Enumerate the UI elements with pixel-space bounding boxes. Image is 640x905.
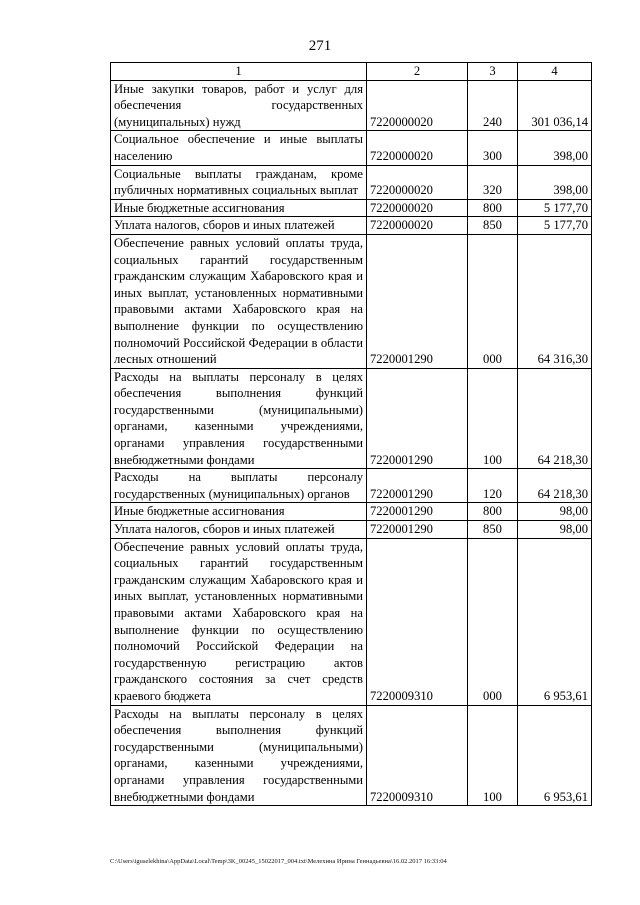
row-name-cell: Уплата налогов, сборов и иных платежей <box>111 217 367 235</box>
table-row <box>111 131 592 165</box>
row-name-cell: Социальные выплаты гражданам, кроме публичных нормативных социальных выплат <box>111 165 367 199</box>
table-row <box>111 705 592 806</box>
table-header-row <box>111 63 592 81</box>
row-expense-type-cell: 850 <box>468 217 518 235</box>
row-expense-type-cell: 000 <box>468 538 518 705</box>
table-row <box>111 503 592 521</box>
table-row <box>111 234 592 368</box>
column-header-code: 2 <box>367 63 468 81</box>
row-sum-cell: 5 177,70 <box>518 217 592 235</box>
row-name-cell: Иные бюджетные ассигнования <box>111 199 367 217</box>
row-expense-type-cell: 850 <box>468 521 518 539</box>
column-header-vr: 3 <box>468 63 518 81</box>
row-expense-type-cell: 800 <box>468 503 518 521</box>
table-row <box>111 368 592 469</box>
row-name-cell: Иные закупки товаров, работ и услуг для обеспечения государственных (муниципальных) нужд <box>111 80 367 131</box>
row-name-cell: Обеспечение равных условий оплаты труда, социальных гарантий государственным гражданским служащим Хабаровского края и иных выплат, установленных нормативными правовыми актами Хабаровского края на выполнение функции по осуществлению полномочий Российской Федерации на государственную регистрацию актов гражданского состояния за счет средств краевого бюджета <box>111 538 367 705</box>
row-sum-cell: 64 218,30 <box>518 368 592 469</box>
row-expense-type-cell: 100 <box>468 705 518 806</box>
row-code-cell: 7220009310 <box>367 538 468 705</box>
table-row <box>111 538 592 705</box>
table-row <box>111 80 592 131</box>
row-sum-cell: 64 316,30 <box>518 234 592 368</box>
row-sum-cell: 98,00 <box>518 521 592 539</box>
column-header-name: 1 <box>111 63 367 81</box>
row-code-cell: 7220001290 <box>367 469 468 503</box>
row-code-cell: 7220001290 <box>367 503 468 521</box>
row-name-cell: Иные бюджетные ассигнования <box>111 503 367 521</box>
file-path-footer: C:\Users\iguselekhina\AppData\Local\Temp\3K_00245_15022017_004.txt\Мелехина Ирина Геннадьевна\16.02.2017 16:33:04 <box>110 858 447 865</box>
row-expense-type-cell: 240 <box>468 80 518 131</box>
row-name-cell: Расходы на выплаты персоналу в целях обеспечения выполнения функций государственными (муниципальными) органами, казенными учреждениями, органами управления государственными внебюджетными фондами <box>111 705 367 806</box>
row-sum-cell: 6 953,61 <box>518 705 592 806</box>
table-row <box>111 199 592 217</box>
row-name-cell: Социальное обеспечение и иные выплаты населению <box>111 131 367 165</box>
row-expense-type-cell: 000 <box>468 234 518 368</box>
page-number: 271 <box>308 38 332 54</box>
row-expense-type-cell: 300 <box>468 131 518 165</box>
row-name-cell: Расходы на выплаты персоналу государственных (муниципальных) органов <box>111 469 367 503</box>
row-code-cell: 7220000020 <box>367 199 468 217</box>
row-expense-type-cell: 120 <box>468 469 518 503</box>
column-header-sum: 4 <box>518 63 592 81</box>
table-row <box>111 521 592 539</box>
row-name-cell: Уплата налогов, сборов и иных платежей <box>111 521 367 539</box>
row-sum-cell: 98,00 <box>518 503 592 521</box>
row-code-cell: 7220001290 <box>367 521 468 539</box>
row-sum-cell: 64 218,30 <box>518 469 592 503</box>
row-expense-type-cell: 100 <box>468 368 518 469</box>
budget-table <box>110 62 592 806</box>
table-row <box>111 469 592 503</box>
table-row <box>111 165 592 199</box>
row-expense-type-cell: 800 <box>468 199 518 217</box>
row-sum-cell: 398,00 <box>518 165 592 199</box>
table-row <box>111 217 592 235</box>
row-name-cell: Расходы на выплаты персоналу в целях обеспечения выполнения функций государственными (муниципальными) органами, казенными учреждениями, органами управления государственными внебюджетными фондами <box>111 368 367 469</box>
row-sum-cell: 5 177,70 <box>518 199 592 217</box>
row-code-cell: 7220001290 <box>367 234 468 368</box>
row-expense-type-cell: 320 <box>468 165 518 199</box>
row-code-cell: 7220000020 <box>367 217 468 235</box>
row-sum-cell: 398,00 <box>518 131 592 165</box>
row-code-cell: 7220000020 <box>367 131 468 165</box>
row-code-cell: 7220001290 <box>367 368 468 469</box>
row-code-cell: 7220000020 <box>367 80 468 131</box>
row-code-cell: 7220000020 <box>367 165 468 199</box>
row-sum-cell: 6 953,61 <box>518 538 592 705</box>
row-code-cell: 7220009310 <box>367 705 468 806</box>
row-sum-cell: 301 036,14 <box>518 80 592 131</box>
row-name-cell: Обеспечение равных условий оплаты труда, социальных гарантий государственным гражданским служащим Хабаровского края и иных выплат, установленных нормативными правовыми актами Хабаровского края на выполнение функции по осуществлению полномочий Российской Федерации в области лесных отношений <box>111 234 367 368</box>
